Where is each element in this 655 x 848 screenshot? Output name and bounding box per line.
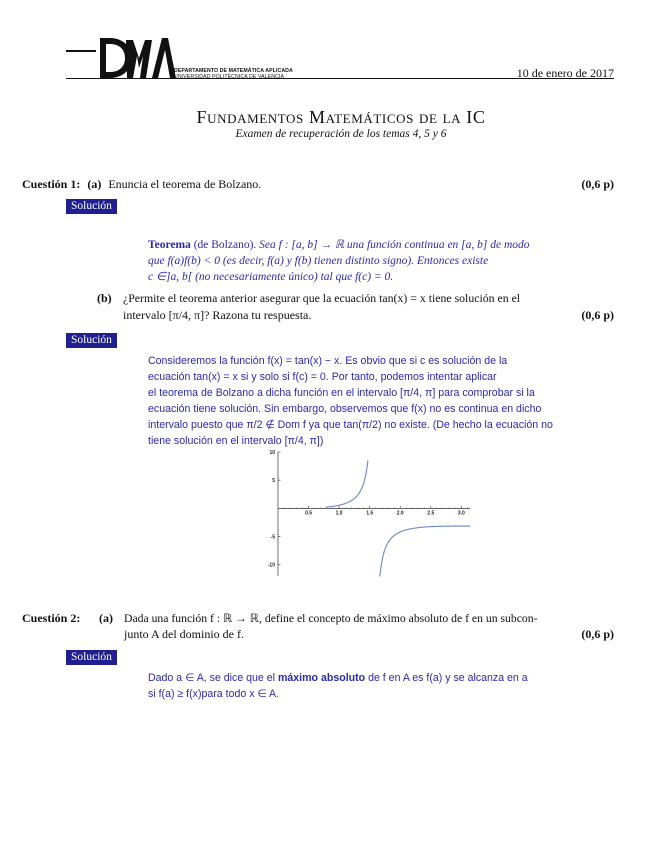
tan-minus-x-plot (258, 450, 476, 578)
question-1-a-text: Enuncia el teorema de Bolzano. (108, 177, 262, 191)
question-1-label: Cuestión 1: (22, 177, 81, 191)
y-tick-label: 10 (269, 450, 275, 456)
question-1-a-points: (0,6 p) (581, 177, 614, 191)
exam-subtitle: Examen de recuperación de los temas 4, 5 y 6 (235, 128, 447, 140)
solution-2-a (148, 670, 618, 702)
theorem-line-1: Sea f : [a, b] → ℝ una función continua en [a, b] de modo (259, 239, 530, 251)
department-line-1: DEPARTAMENTO DE MATEMÁTICA APLICADA (174, 68, 293, 74)
solution-1-b-line-4: ecuación tiene solución. Sin embargo, observemos que f(x) no es continua en dicho (148, 403, 542, 415)
solution-2-a-post: de f en A es f(a) y se alcanza en a (368, 672, 528, 684)
solution-2-a-pre: Dado a ∈ A, se dice que el (148, 672, 276, 684)
solution-1-b-line-3: el teorema de Bolzano a dicha función en el intervalo [π/4, π] para comprobar si la (148, 387, 535, 399)
x-tick-label: 1.0 (335, 510, 343, 517)
x-tick-label: 0.5 (305, 510, 313, 517)
y-tick-label: 5 (272, 477, 275, 484)
part-a-label: (a) (87, 177, 102, 191)
dma-logo (66, 34, 176, 80)
logo-m-shape (126, 40, 152, 78)
solution-badge: Solución (66, 650, 117, 665)
plot-left-branch (326, 460, 368, 507)
question-2-a (22, 611, 614, 642)
department-line-2: UNIVERSIDAD POLITÉCNICA DE VALENCIA (174, 74, 285, 80)
solution-badge: Solución (66, 199, 117, 214)
question-2-a-line-2: junto A del dominio de f. (124, 627, 244, 641)
theorem-line-2: que f(a)f(b) < 0 (es decir, f(a) y f(b) tienen distinto signo). Entonces existe (148, 255, 489, 267)
theorem-word: Teorema (148, 239, 191, 251)
question-1-b (97, 291, 614, 323)
x-tick-label: 3.0 (457, 510, 465, 517)
question-1-b-line-2: intervalo [π/4, π]? Razona tu respuesta. (123, 308, 312, 322)
solution-1-b-line-1: Consideremos la función f(x) = tan(x) − x. Es obvio que si c es solución de la (148, 355, 508, 367)
logo-a-shape (152, 38, 176, 78)
exam-title: Fundamentos Matemáticos de la IC (196, 107, 486, 127)
question-2-label: Cuestión 2: (22, 611, 81, 625)
solution-1-a-line-1 (148, 237, 614, 253)
exam-date: 10 de enero de 2017 (516, 66, 614, 80)
header (0, 0, 655, 90)
solution-badge: Solución (66, 333, 117, 348)
question-2-a-line-1: Dada una función f : ℝ → ℝ, define el concepto de máximo absoluto de f en un subcon- (124, 612, 538, 625)
question-1-a (22, 177, 614, 192)
x-tick-label: 2.0 (396, 510, 404, 517)
theorem-name: (de Bolzano). (193, 239, 257, 251)
solution-2-a-line-2: si f(a) ≥ f(x)para todo x ∈ A. (148, 688, 280, 700)
logo-top-rule (66, 50, 96, 52)
question-2-a-points: (0,6 p) (581, 627, 614, 641)
theorem-line-3: c ∈]a, b[ (no necesariamente único) tal que f(c) = 0. (148, 271, 394, 283)
department-name (174, 68, 293, 80)
question-1-b-line-1: ¿Permite el teorema anterior asegurar que la ecuación tan(x) = x tiene solución en el (123, 291, 521, 305)
maximum-term: máximo absoluto (277, 672, 366, 684)
solution-1-b-line-6: tiene solución en el intervalo [π/4, π]) (148, 435, 324, 447)
solution-1-b-line-2: ecuación tan(x) = x si y solo si f(c) = 0. Por tanto, podemos intentar aplicar (148, 371, 497, 383)
y-tick-label: -5 (270, 534, 275, 541)
part-a-label: (a) (99, 611, 113, 625)
part-b-label: (b) (97, 291, 112, 305)
y-tick-label: -10 (267, 562, 275, 569)
plot-right-branch (379, 526, 470, 576)
solution-1-a (148, 237, 614, 285)
solution-1-b (148, 353, 618, 449)
x-tick-label: 1.5 (366, 510, 374, 517)
solution-1-b-line-5: intervalo puesto que π/2 ∉ Dom f ya que tan(π/2) no existe. (De hecho la ecuación no (148, 419, 553, 431)
x-tick-label: 2.5 (427, 510, 435, 517)
solution-2-a-line-1 (148, 670, 618, 686)
question-1-b-points: (0,6 p) (581, 308, 614, 322)
